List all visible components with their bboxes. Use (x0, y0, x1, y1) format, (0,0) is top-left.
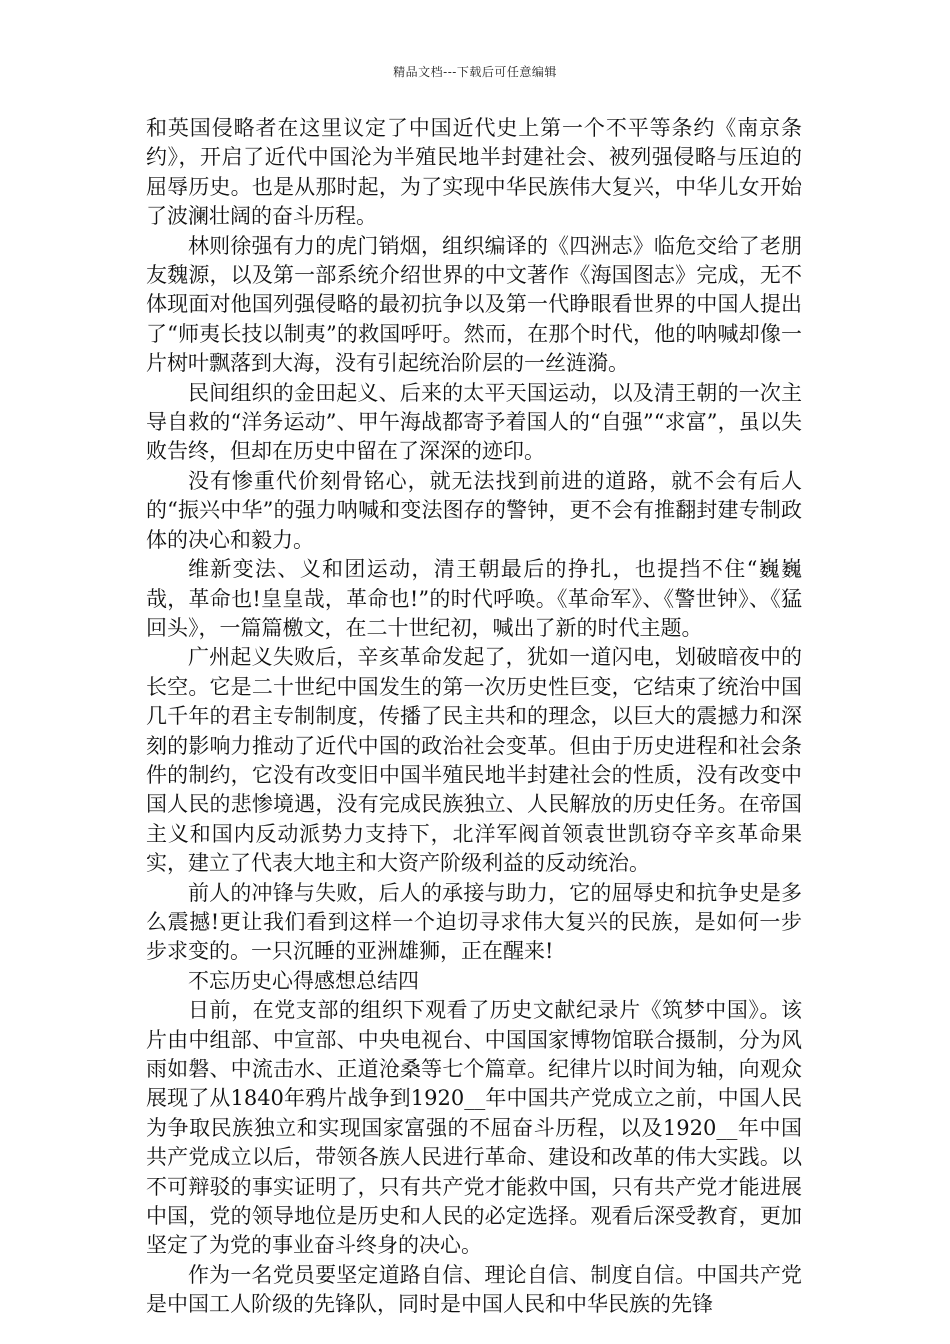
page-header: 精品文档---下载后可任意编辑 (393, 65, 557, 79)
paragraph-4: 没有惨重代价刻骨铭心，就无法找到前进的道路，就不会有后人的“振兴中华”的强力呐喊和变法图存的警钟，更不会有推翻封建专制政体的决心和毅力。 (146, 468, 802, 552)
paragraph-7: 前人的冲锋与失败，后人的承接与助力，它的屈辱史和抗争史是多么震撼!更让我们看到这样一个迫切寻求伟大复兴的民族，是如何一步步求变的。一只沉睡的亚洲雄狮，正在醒来! (146, 880, 802, 964)
paragraph-6: 广州起义失败后，辛亥革命发起了，犹如一道闪电，划破暗夜中的长空。它是二十世纪中国发生的第一次历史性巨变，它结束了统治中国几千年的君主专制制度，传播了民主共和的理念，以巨大的震撼力和深刻的影响力推动了近代中国的政治社会变革。但由于历史进程和社会条件的制约，它没有改变旧中国半殖民地半封建社会的性质，没有改变中国人民的悲惨境遇，没有完成民族独立、人民解放的历史任务。在帝国主义和国内反动派势力支持下，北洋军阀首领袁世凯窃夺辛亥革命果实，建立了代表大地主和大资产阶级利益的反动统治。 (146, 645, 802, 876)
paragraph-1: 和英国侵略者在这里议定了中国近代史上第一个不平等条约《南京条约》，开启了近代中国沦为半殖民地半封建社会、被列强侵略与压迫的屈辱历史。也是从那时起，为了实现中华民族伟大复兴，中华儿女开始了波澜壮阔的奋斗历程。 (146, 116, 802, 229)
paragraph-5: 维新变法、义和团运动，清王朝最后的挣扎，也提挡不住“巍巍哉，革命也!皇皇哉，革命也!”的时代呼唤。《革命军》、《警世钟》、《猛回头》，一篇篇檄文，在二十世纪初，喊出了新的时代主题。 (146, 557, 802, 640)
document-body (146, 114, 802, 1320)
paragraph-9: 作为一名党员要坚定道路自信、理论自信、制度自信。中国共产党是中国工人阶级的先锋队，同时是中国人民和中华民族的先锋 (146, 1262, 802, 1317)
section-heading: 不忘历史心得感想总结四 (188, 968, 419, 993)
paragraph-8: 日前，在党支部的组织下观看了历史文献纪录片《筑梦中国》。该片由中组部、中宣部、中央电视台、中国国家博物馆联合摄制，分为风雨如磐、中流击水、正道沧桑等七个篇章。纪律片以时间为轴，向观众展现了从1840年鸦片战争到1920__年中国共产党成立之前，中国人民为争取民族独立和实现国家富强的不屈奋斗历程，以及1920__年中国共产党成立以后，带领各族人民进行革命、建设和改革的伟大实践。以不可辩驳的事实证明了，只有共产党才能救中国，只有共产党才能进展中国，党的领导地位是历史和人民的必定选择。观看后深受教育，更加坚定了为党的事业奋斗终身的决心。 (146, 998, 802, 1258)
paragraph-2: 林则徐强有力的虎门销烟，组织编译的《四洲志》临危交给了老朋友魏源，以及第一部系统介绍世界的中文著作《海国图志》完成，无不体现面对他国列强侵略的最初抗争以及第一代睁眼看世界的中国人提出了“师夷长技以制夷”的救国呼吁。然而，在那个时代，他的呐喊却像一片树叶飘落到大海，没有引起统治阶层的一丝涟漪。 (146, 233, 802, 376)
paragraph-3: 民间组织的金田起义、后来的太平天国运动，以及清王朝的一次主导自救的“洋务运动”、甲午海战都寄予着国人的“自强”“求富”，虽以失败告终，但却在历史中留在了深深的迹印。 (146, 380, 802, 464)
